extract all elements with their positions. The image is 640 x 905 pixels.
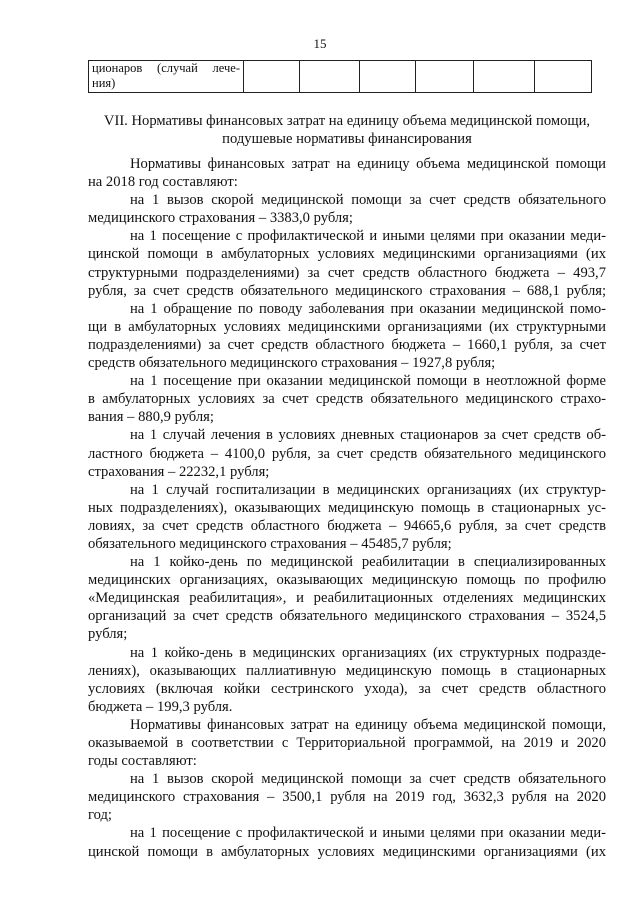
text-line: на 1 посещение при оказании медицинской помощи в неотложной форме: [130, 373, 606, 390]
text-line: ластного бюджета – 4100,0 рубля, за счет средств обязательного медицинского: [88, 445, 606, 462]
text-line: цинской помощи в амбулаторных условиях медицинскими организациями (их: [88, 843, 606, 860]
text-line: на 1 вызов скорой медицинской помощи за счет средств обязательного: [130, 192, 606, 209]
table-cell-empty: [474, 61, 535, 93]
text-line: рубля;: [88, 626, 128, 643]
section-heading: [88, 112, 606, 148]
section-heading-line-2: подушевые нормативы финансирования: [222, 131, 472, 147]
document-body: [88, 155, 606, 861]
table-cell-empty: [360, 61, 416, 93]
table-cell-line-1: ционаров (случай лече-: [92, 61, 240, 75]
text-line: бюджета – 199,3 рубля.: [88, 698, 233, 715]
table-cell-line-2: ния): [92, 75, 116, 90]
text-line: подразделениями) за счет средств областного бюджета – 1660,1 рубля, за счет: [88, 336, 606, 353]
text-line: страхования – 22232,1 рубля;: [88, 463, 270, 480]
text-line: рубля, за счет средств обязательного медицинского страхования – 688,1 рубля;: [88, 282, 606, 299]
text-line: медицинского страхования – 3383,0 рубля;: [88, 210, 353, 227]
table-cell-label: [89, 61, 244, 93]
text-line: лениях), оказывающих паллиативную медицинскую помощь в стационарных: [88, 662, 606, 679]
text-line: в амбулаторных условиях за счет средств обязательного медицинского страхо-: [88, 391, 606, 408]
text-line: обязательного медицинского страхования – 45485,7 рубля;: [88, 535, 452, 552]
text-line: на 2018 год составляют:: [88, 174, 238, 191]
text-line: оказываемой в соответствии с Территориальной программой, на 2019 и 2020: [88, 735, 606, 751]
table-fragment: [88, 60, 592, 93]
text-line: условиях (включая койки сестринского ухода), за счет средств областного: [88, 680, 606, 697]
table-cell-empty: [244, 61, 300, 93]
text-line: вания – 880,9 рубля;: [88, 409, 214, 426]
text-line: цинской помощи в амбулаторных условиях медицинскими организациями (их: [88, 246, 606, 263]
table-cell-empty: [535, 61, 592, 93]
text-line: на 1 случай госпитализации в медицинских организациях (их структур-: [130, 481, 606, 498]
text-line: медицинских организациях, оказывающих медицинскую помощь по профилю: [88, 572, 606, 589]
section-heading-line-1: VII. Нормативы финансовых затрат на единицу объема медицинской помощи,: [103, 113, 591, 129]
text-line: на 1 койко-день по медицинской реабилитации в специализированных: [130, 554, 606, 571]
table-cell-empty: [416, 61, 474, 93]
text-line: на 1 койко-день в медицинских организациях (их структурных подразде-: [130, 644, 606, 661]
text-line: Нормативы финансовых затрат на единицу объема медицинской помощи: [130, 156, 606, 172]
table-cell-empty: [300, 61, 360, 93]
page-number: 15: [313, 36, 327, 51]
text-line: на 1 обращение по поводу заболевания при оказании медицинской помо-: [130, 300, 606, 317]
text-line: год;: [88, 807, 112, 824]
text-line: годы составляют:: [88, 753, 197, 770]
text-line: медицинского страхования – 3500,1 рубля на 2019 год, 3632,3 рубля на 2020: [88, 789, 606, 806]
text-line: организаций за счет средств обязательного медицинского страхования – 3524,5: [88, 608, 606, 625]
text-line: на 1 вызов скорой медицинской помощи за счет средств обязательного: [130, 771, 606, 788]
text-line: Нормативы финансовых затрат на единицу объема медицинской помощи,: [130, 716, 606, 733]
text-line: на 1 случай лечения в условиях дневных стационаров за счет средств об-: [130, 427, 606, 444]
text-line: структурными подразделениями) за счет средств областного бюджета – 493,7: [88, 264, 606, 281]
text-line: на 1 посещение с профилактической и иными целями при оказании меди-: [130, 825, 606, 842]
text-line: ных подразделениях), оказывающих медицинскую помощь в стационарных ус-: [88, 499, 606, 516]
text-line: ловиях, за счет средств областного бюджета – 94665,6 рубля, за счет средств: [88, 517, 606, 534]
text-line: «Медицинская реабилитация», и реабилитационных отделениях медицинских: [88, 590, 606, 607]
table-row: [89, 61, 592, 93]
text-line: щи в амбулаторных условиях медицинскими организациями (их структурными: [88, 318, 606, 335]
text-line: на 1 посещение с профилактической и иными целями при оказании меди-: [130, 228, 606, 245]
text-line: средств обязательного медицинского страхования – 1927,8 рубля;: [88, 355, 496, 372]
